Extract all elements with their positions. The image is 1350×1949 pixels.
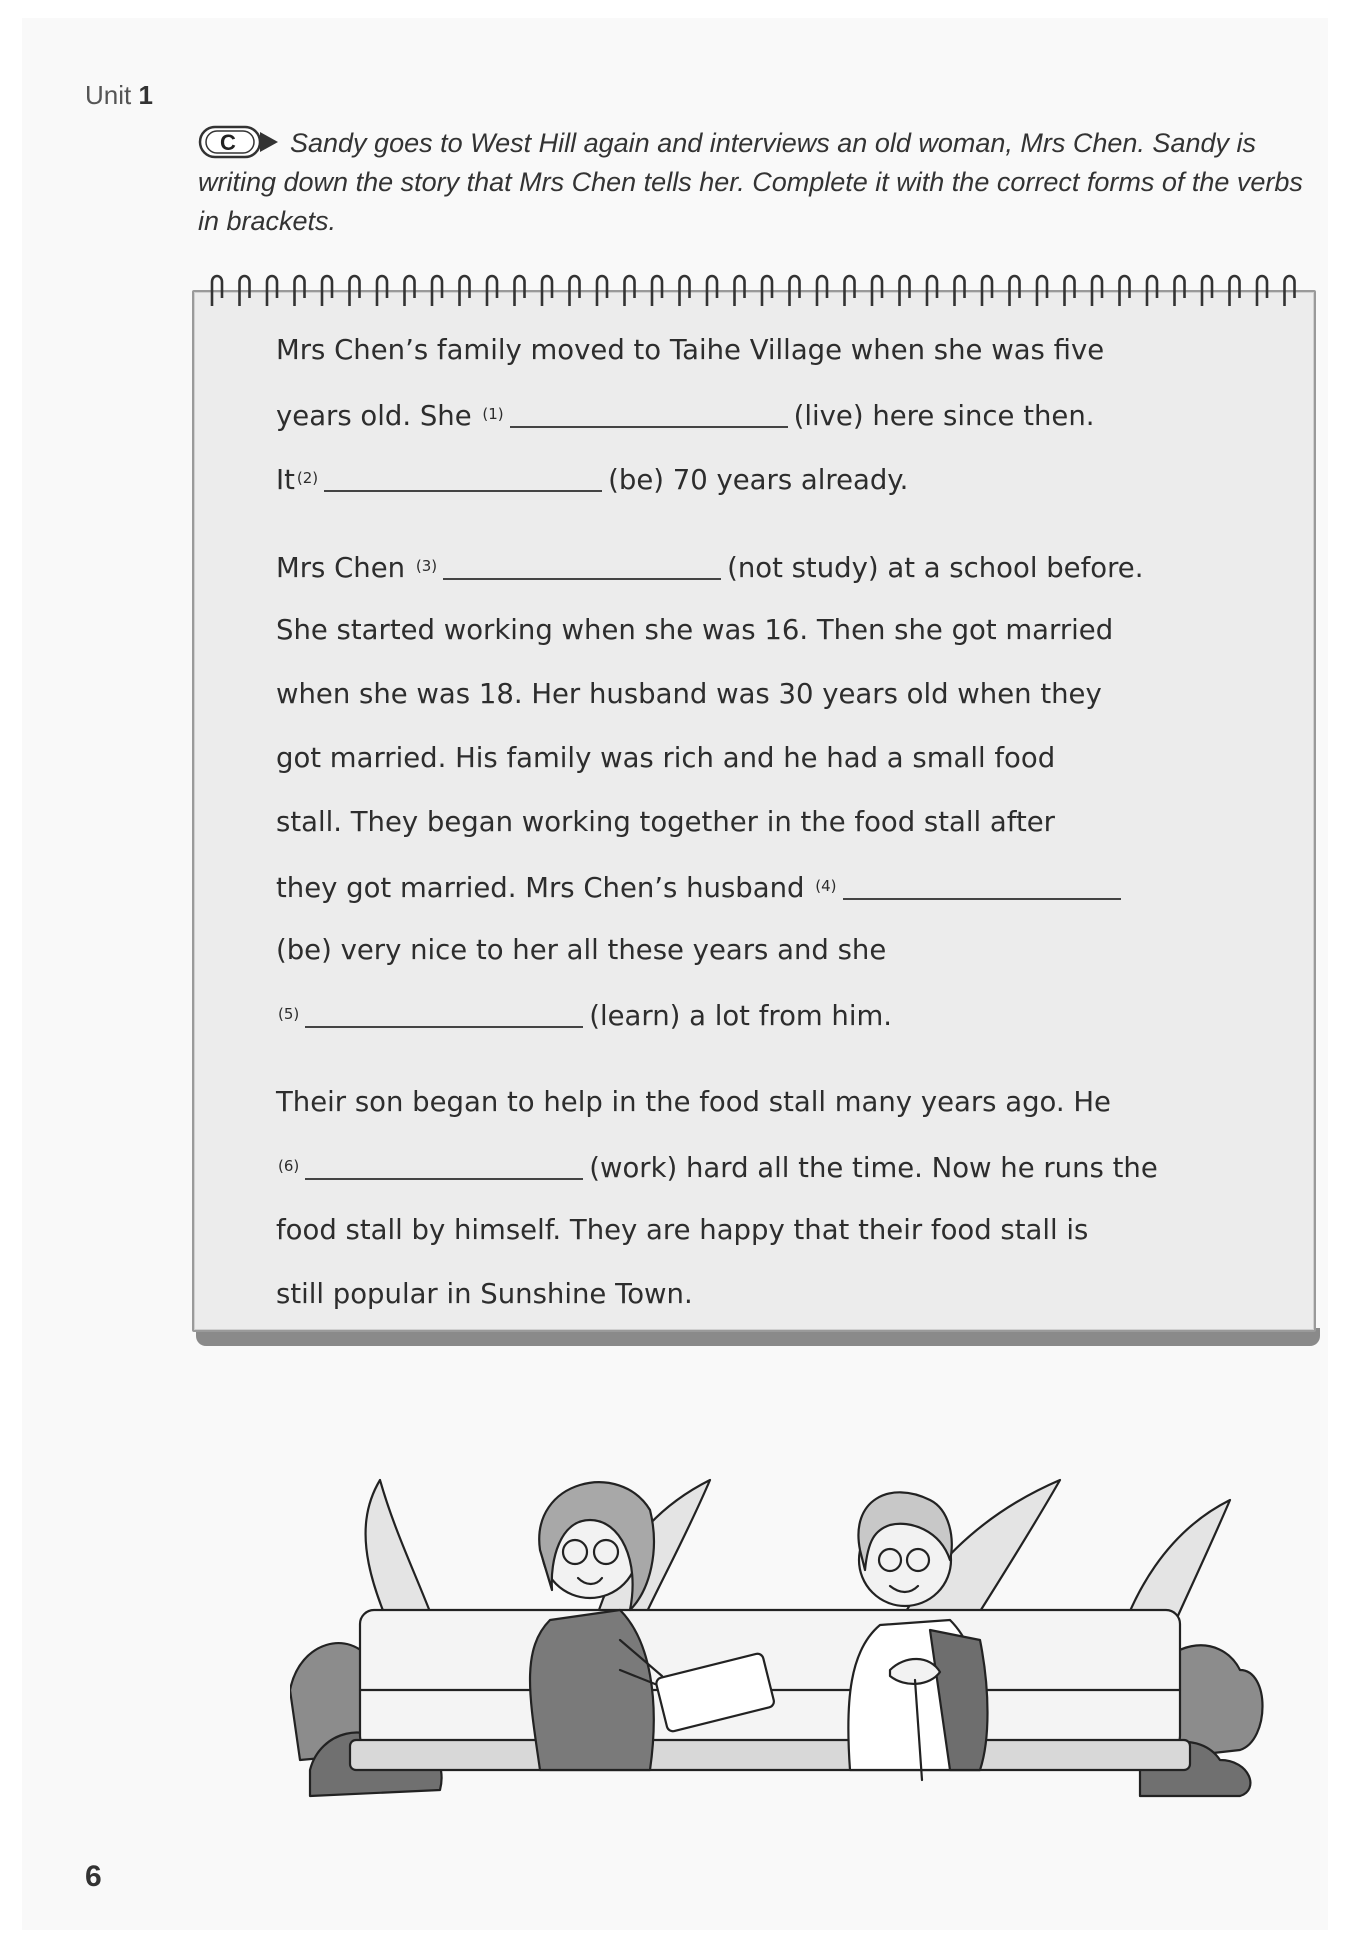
blank-number-6: (6) [278, 1157, 300, 1175]
story-line [276, 726, 1296, 790]
story-text-4: It [276, 464, 295, 496]
spiral-ring [1120, 276, 1130, 306]
spiral-ring [817, 276, 827, 306]
story-line [276, 382, 1296, 446]
spiral-ring [405, 276, 415, 306]
story-text-2: years old. She [276, 400, 472, 432]
story-text-18: still popular in Sunshine Town. [276, 1278, 693, 1310]
story-line [276, 854, 1296, 918]
spiral-ring [515, 276, 525, 306]
spiral-ring [350, 276, 360, 306]
instructions-text: Sandy goes to West Hill again and interviews an old woman, Mrs Chen. Sandy is writing down the story that Mrs Chen tells her. Complete it with the correct forms of the verbs in brackets. [198, 128, 1303, 236]
spiral-ring [322, 276, 332, 306]
story-text-5: (be) 70 years already. [608, 464, 909, 496]
story-line [276, 446, 1296, 510]
story-line [276, 598, 1296, 662]
story-text-13: (be) very nice to her all these years and she [276, 934, 887, 966]
spiral-ring [1202, 276, 1212, 306]
spiral-ring [1092, 276, 1102, 306]
section-instructions [198, 124, 1318, 241]
answer-blank-3[interactable] [443, 558, 721, 580]
spiral-ring [1065, 276, 1075, 306]
story-line [276, 918, 1296, 982]
story-text-11: stall. They began working together in the food stall after [276, 806, 1055, 838]
spiral-ring [1037, 276, 1047, 306]
answer-blank-5[interactable] [305, 1006, 583, 1028]
spiral-ring [680, 276, 690, 306]
story-text-1: Mrs Chen’s family moved to Taihe Village when she was five [276, 334, 1105, 366]
spiral-ring [295, 276, 305, 306]
story-line [276, 790, 1296, 854]
spiral-ring [790, 276, 800, 306]
spiral-ring [432, 276, 442, 306]
spiral-ring [872, 276, 882, 306]
spiral-ring [1147, 276, 1157, 306]
blank-number-1: (1) [482, 405, 504, 423]
blank-number-2: (2) [296, 469, 319, 487]
story-line [276, 318, 1296, 382]
spiral-ring [542, 276, 552, 306]
spiral-ring [625, 276, 635, 306]
spiral-ring [845, 276, 855, 306]
interview-illustration [290, 1440, 1270, 1800]
story-text-6: Mrs Chen [276, 552, 406, 584]
spiral-binding-icon [206, 272, 1306, 308]
answer-blank-6[interactable] [305, 1158, 583, 1180]
paragraph-gap [276, 510, 1296, 534]
spiral-ring [652, 276, 662, 306]
story-text-8: She started working when she was 16. Then she got married [276, 614, 1114, 646]
answer-blank-1[interactable] [510, 406, 788, 428]
spiral-ring [900, 276, 910, 306]
unit-number: 1 [138, 80, 153, 110]
spiral-ring [460, 276, 470, 306]
spiral-ring [487, 276, 497, 306]
story-line [276, 662, 1296, 726]
badge-letter: C [220, 129, 236, 155]
story-text-16: (work) hard all the time. Now he runs the [589, 1152, 1158, 1184]
spiral-ring [570, 276, 580, 306]
blank-number-5: (5) [278, 1005, 300, 1023]
spiral-ring [982, 276, 992, 306]
answer-blank-2[interactable] [324, 470, 602, 492]
answer-blank-4[interactable] [843, 878, 1121, 900]
spiral-ring [927, 276, 937, 306]
spiral-ring [267, 276, 277, 306]
notebook [192, 272, 1316, 1346]
spiral-ring [707, 276, 717, 306]
story-text [276, 318, 1296, 1326]
story-text-3: (live) here since then. [793, 400, 1095, 432]
spiral-ring [955, 276, 965, 306]
spiral-ring [1010, 276, 1020, 306]
unit-word: Unit [85, 80, 132, 110]
story-line [276, 1262, 1296, 1326]
story-text-17: food stall by himself. They are happy that their food stall is [276, 1214, 1089, 1246]
spiral-ring [1175, 276, 1185, 306]
spiral-ring [1257, 276, 1267, 306]
story-line [276, 982, 1296, 1046]
spiral-ring [597, 276, 607, 306]
audio-play-badge-icon [198, 125, 280, 159]
story-line [276, 1198, 1296, 1262]
spiral-ring [212, 276, 222, 306]
story-line [276, 1134, 1296, 1198]
story-line [276, 1070, 1296, 1134]
story-line [276, 534, 1296, 598]
blank-number-3: (3) [415, 557, 438, 575]
story-text-14: (learn) a lot from him. [589, 1000, 893, 1032]
story-text-9: when she was 18. Her husband was 30 years old when they [276, 678, 1102, 710]
spiral-ring [377, 276, 387, 306]
story-text-15: Their son began to help in the food stall many years ago. He [276, 1086, 1111, 1118]
story-text-10: got married. His family was rich and he had a small food [276, 742, 1056, 774]
spiral-ring [240, 276, 250, 306]
page-number: 6 [85, 1860, 102, 1893]
unit-label [85, 80, 153, 111]
spiral-ring [735, 276, 745, 306]
spiral-ring [1230, 276, 1240, 306]
story-text-12: they got married. Mrs Chen’s husband [276, 872, 805, 904]
paragraph-gap [276, 1046, 1296, 1070]
spiral-ring [1285, 276, 1295, 306]
story-text-7: (not study) at a school before. [727, 552, 1144, 584]
blank-number-4: (4) [815, 877, 837, 895]
spiral-ring [762, 276, 772, 306]
